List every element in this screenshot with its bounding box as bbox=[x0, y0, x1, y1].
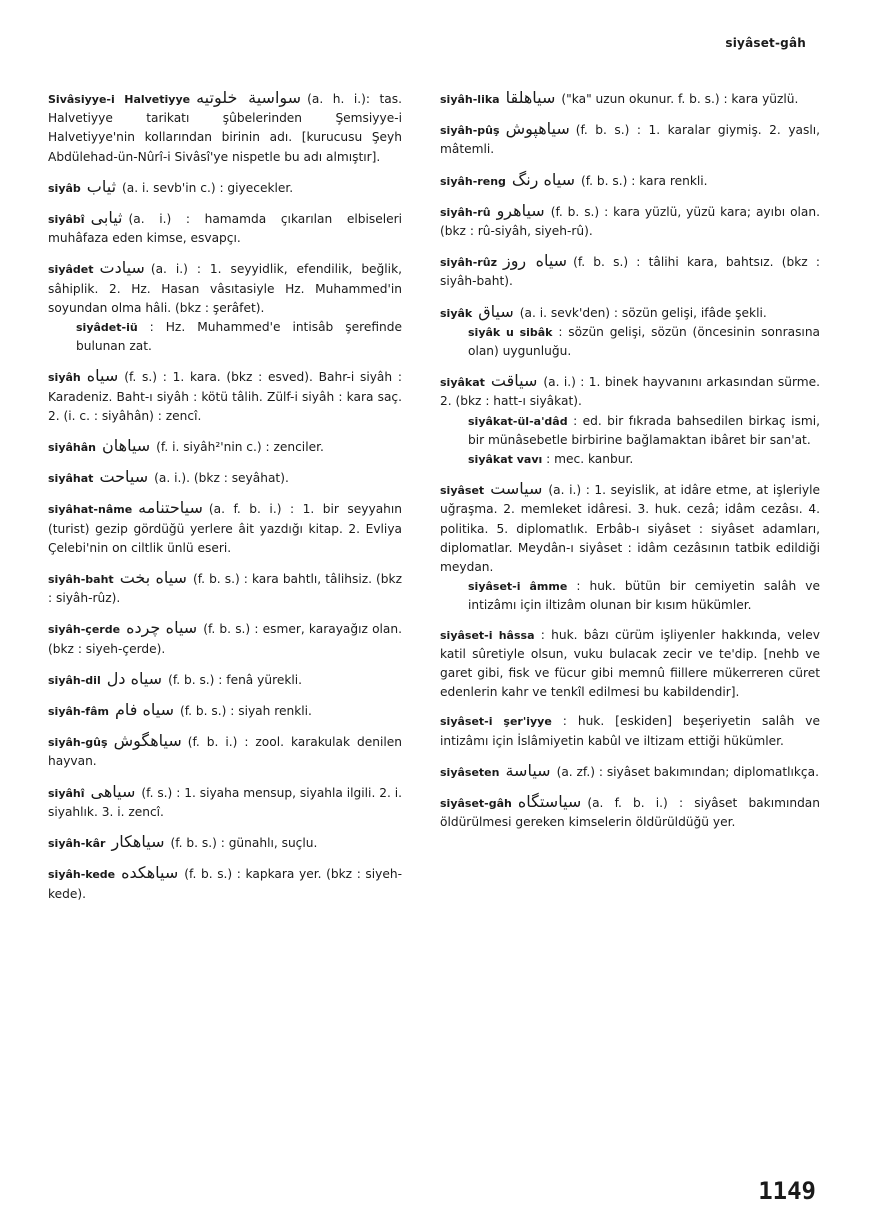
entry-definition: (f. b. s.) : 1. karalar giymiş. 2. yaslı, mâtemli. bbox=[440, 123, 820, 157]
entry-arabic-script: سياه فام bbox=[114, 700, 174, 720]
entry-headword: siyâh-rûz bbox=[440, 256, 497, 270]
entry-definition: (f. b. s.) : kara renkli. bbox=[580, 173, 708, 188]
entry-headword: siyâh-lika bbox=[440, 93, 500, 106]
dictionary-entry bbox=[440, 371, 820, 411]
entry-headword: siyâset-gâh bbox=[440, 797, 512, 811]
entry-headword: siyâh-gûş bbox=[48, 736, 108, 750]
entry-definition: (a. i.) : 1. seyyidlik, efendilik, beğlik, sâhiplik. 2. Hz. Hasan vâsıtasiyle Hz. Muhammed'in soyundan olma hâli. (bkz : şerâfet). bbox=[48, 262, 402, 315]
dictionary-entry bbox=[440, 479, 820, 577]
dictionary-entry bbox=[48, 832, 402, 853]
dictionary-entry bbox=[48, 467, 402, 488]
entry-definition: (f. b. s.) : tâlihi kara, bahtsız. (bkz : siyâh-baht). bbox=[440, 255, 820, 289]
dictionary-entry bbox=[440, 712, 820, 750]
entry-headword: siyâh-dil bbox=[48, 673, 101, 687]
entry-definition: ("ka" uzun okunur. f. b. s.) : kara yüzlü. bbox=[561, 92, 799, 106]
dictionary-entry bbox=[48, 700, 402, 721]
entry-headword: siyâh-çerde bbox=[48, 623, 121, 637]
entry-definition: (a. i.) : 1. binek hayvanını arkasından sürme. 2. (bkz : hatt-ı siyâkat). bbox=[440, 375, 820, 409]
entry-headword: siyâseten bbox=[440, 765, 500, 779]
entry-definition: (a. f. b. i.) : 1. bir seyyahın (turist) gezip gördüğü yerlere âit yazdığı kitap. 2. Evliya Çelebi'nin on ciltlik ünlü eseri. bbox=[48, 502, 402, 555]
dictionary-entry bbox=[440, 170, 820, 191]
entry-arabic-script: سياهگوش bbox=[113, 731, 182, 751]
entry-definition: : sözün gelişi, sözün (öncesinin sonrasına olan) uygunluğu. bbox=[468, 324, 821, 359]
dictionary-entry bbox=[440, 302, 820, 323]
dictionary-entry bbox=[48, 669, 402, 690]
dictionary-entry bbox=[440, 626, 820, 703]
entry-arabic-script: سواسية خلوتيه bbox=[196, 88, 302, 107]
dictionary-entry bbox=[440, 251, 820, 291]
dictionary-entry bbox=[48, 731, 402, 771]
entry-definition: : Hz. Muhammed'e intisâb şerefinde bulunan zat. bbox=[76, 320, 402, 354]
entry-arabic-script: سياه bbox=[86, 366, 119, 386]
entry-definition: (a. zf.) : siyâset bakımından; diplomatlıkça. bbox=[556, 764, 819, 779]
dictionary-entry bbox=[48, 618, 402, 658]
entry-definition: (f. b. s.) : esmer, karayağız olan. (bkz : siyeh-çerde). bbox=[48, 622, 402, 656]
entry-definition: (f. b. s.) : kara yüzlü, yüzü kara; ayıbı olan. (bkz : rû-siyâh, siyeh-rû). bbox=[440, 204, 820, 239]
entry-headword: siyâset-i şer'iyye bbox=[440, 715, 552, 729]
entry-arabic-script: سياه بخت bbox=[119, 568, 187, 588]
entry-headword: siyâhat-nâme bbox=[48, 503, 133, 517]
dictionary-entry bbox=[440, 450, 820, 469]
entry-definition: : mec. kanbur. bbox=[546, 452, 634, 467]
entry-headword: siyâh-fâm bbox=[48, 705, 109, 719]
entry-definition: (f. b. s.) : kapkara yer. (bkz : siyeh-kede). bbox=[48, 867, 402, 901]
entry-headword: siyâhat bbox=[48, 472, 94, 486]
entry-arabic-script: سياحتنامه bbox=[138, 498, 203, 518]
entry-arabic-script: سياهپوش bbox=[505, 119, 570, 139]
entry-headword: siyâkat-ül-a'dâd bbox=[468, 414, 568, 428]
dictionary-entry bbox=[440, 792, 820, 832]
entry-headword: siyâh-pûş bbox=[440, 124, 500, 138]
entry-headword: siyâh bbox=[48, 371, 81, 385]
entry-arabic-script: سياه چرده bbox=[126, 618, 198, 638]
dictionary-entry bbox=[48, 568, 402, 608]
dictionary-entry bbox=[48, 318, 402, 356]
entry-headword: siyâset-i âmme bbox=[468, 580, 568, 594]
dictionary-entry bbox=[48, 88, 402, 167]
dictionary-entry bbox=[48, 208, 402, 248]
entry-headword: Sivâsiyye-i Halvetiyye bbox=[48, 93, 191, 106]
entry-definition: (f. b. i.) : zool. karakulak denilen hayvan. bbox=[48, 735, 402, 769]
entry-arabic-script: سياقت bbox=[490, 371, 538, 391]
page-number: 1149 bbox=[758, 1177, 816, 1205]
entry-headword: siyâbî bbox=[48, 213, 85, 227]
dictionary-entry bbox=[48, 782, 402, 822]
dictionary-entry bbox=[440, 323, 820, 361]
dictionary-entry bbox=[440, 577, 820, 615]
dictionary-entry bbox=[440, 88, 820, 109]
entry-headword: siyâhî bbox=[48, 786, 85, 800]
entry-arabic-script: سياه روز bbox=[502, 251, 568, 271]
dictionary-entry bbox=[48, 436, 402, 457]
entry-arabic-script: سياهكده bbox=[121, 863, 179, 883]
entry-arabic-script: سياهى bbox=[90, 781, 136, 801]
entry-arabic-script: سياهرو bbox=[496, 200, 545, 220]
entry-headword: siyâh-kede bbox=[48, 868, 116, 882]
dictionary-entry bbox=[48, 498, 402, 558]
entry-definition: (a. f. b. i.) : siyâset bakımından öldürülmesi gereken kimselerin öldürüldüğü yer. bbox=[440, 796, 820, 830]
entry-definition: (a. h. i.): tas. Halvetiyye tarikatı şûbelerinden Şemsiyye-i Halvetiyye'nin kollarından birinin adı. [kurucusu Şeyh Abdülehad-ün-Nûrî-i Sivâsî'ye nispetle bu adı almıştır]. bbox=[48, 92, 402, 164]
entry-arabic-script: سياق bbox=[478, 301, 514, 321]
dictionary-entry bbox=[48, 258, 402, 318]
entry-definition: (f. s.) : 1. siyaha mensup, siyahla ilgili. 2. i. siyahlık. 3. i. zencî. bbox=[48, 785, 402, 819]
entry-headword: siyâh-rû bbox=[440, 205, 491, 219]
entry-arabic-script: سياه رنگ bbox=[511, 169, 575, 189]
entry-arabic-script: سياهان bbox=[102, 436, 151, 456]
entry-arabic-script: سياهكار bbox=[111, 832, 165, 852]
left-column bbox=[48, 88, 402, 914]
entry-headword: siyâh-kâr bbox=[48, 837, 106, 851]
dictionary-entry bbox=[48, 863, 402, 903]
entry-arabic-script: ثيابى bbox=[90, 208, 123, 228]
entry-arabic-script: ثياب bbox=[86, 176, 117, 196]
entry-definition: : huk. bâzı cürüm işliyenler hakkında, velev katil sûretiyle olsun, vuku bulacak zecir ve te'dip. [nehb ve garet gibi, fisk ve fücur gibi memnû fiillere mükerreren cüret edenlerin kahr ve tenkîl edilmesi bu kabildendir]. bbox=[440, 627, 820, 700]
entry-definition: (a. i.) : 1. seyislik, at idâre etme, at işleriyle uğraşma. 2. memleket idâresi. 3. huk. cezâ; idâm cezâsı. 4. politika. 5. diplomatlık. Erbâb-ı siyâset : siyâset adamları, diplomatlar. Meydân-ı siyâset : idâm cezâsının tatbik edildiği meydan. bbox=[440, 483, 820, 575]
entry-definition: : huk. [eskiden] beşeriyetin salâh ve intizâmı için İslâmiyetin kabûl ve iltizam ettiği hükümler. bbox=[440, 714, 821, 748]
entry-definition: (a. i. sevk'den) : sözün gelişi, ifâde şekli. bbox=[519, 305, 767, 320]
entry-arabic-script: سياستگاه bbox=[517, 792, 582, 812]
entry-headword: siyâhân bbox=[48, 441, 96, 455]
entry-arabic-script: سياست bbox=[490, 479, 543, 499]
dictionary-entry bbox=[440, 201, 820, 241]
entry-headword: siyâkat vavı bbox=[468, 453, 543, 467]
dictionary-entry bbox=[440, 761, 820, 782]
entry-definition: (a. i. sevb'in c.) : giyecekler. bbox=[122, 180, 294, 195]
entry-headword: siyâb bbox=[48, 181, 81, 195]
entry-definition: (a. i.) : hamamda çıkarılan elbiseleri muhâfaza eden kimse, esvapçı. bbox=[48, 212, 402, 246]
entry-arabic-script: سياحت bbox=[99, 467, 149, 487]
entry-headword: siyâdet bbox=[48, 263, 94, 277]
entry-headword: siyâk u sibâk bbox=[468, 325, 553, 339]
entry-definition: (f. b. s.) : siyah renkli. bbox=[180, 704, 312, 719]
entry-arabic-script: سياسة bbox=[505, 760, 551, 780]
running-head: siyâset-gâh bbox=[725, 36, 806, 50]
entry-headword: siyâk bbox=[440, 306, 473, 320]
entry-definition: (f. s.) : 1. kara. (bkz : esved). Bahr-i siyâh : Karadeniz. Baht-ı siyâh : kötü tâlih. Zülf-i siyâh : kara saç. 2. (i. c. : siyâhân) : zencî. bbox=[48, 370, 402, 423]
entry-arabic-script: سياه دل bbox=[106, 668, 163, 688]
entry-definition: (f. b. s.) : kara bahtlı, tâlihsiz. (bkz : siyâh-rûz). bbox=[48, 572, 402, 606]
dictionary-entry bbox=[440, 412, 820, 450]
entry-headword: siyâh-reng bbox=[440, 174, 506, 188]
entry-definition: (f. b. s.) : günahlı, suçlu. bbox=[170, 836, 318, 851]
entry-definition: : huk. bütün bir cemiyetin salâh ve intizâmı için iltizâm olunan bir kısım hükümler. bbox=[468, 579, 820, 613]
right-column bbox=[440, 88, 820, 843]
entry-arabic-script: سيادت bbox=[99, 258, 145, 278]
dictionary-entry bbox=[48, 177, 402, 198]
entry-headword: siyâh-baht bbox=[48, 573, 114, 587]
entry-headword: siyâdet-iü bbox=[76, 321, 138, 335]
dictionary-entry bbox=[440, 119, 820, 159]
entry-headword: siyâkat bbox=[440, 376, 485, 390]
entry-definition: (a. i.). (bkz : seyâhat). bbox=[154, 471, 289, 486]
entry-arabic-script: سياهلقا bbox=[505, 88, 556, 107]
entry-headword: siyâset-i hâssa bbox=[440, 628, 535, 642]
entry-headword: siyâset bbox=[440, 484, 485, 498]
entry-definition: (f. b. s.) : fenâ yürekli. bbox=[168, 672, 303, 687]
entry-definition: (f. i. siyâh²'nin c.) : zenciler. bbox=[156, 440, 324, 455]
entry-definition: : ed. bir fıkrada bahsedilen birkaç ismi, bir münâsebetle birbirine bağlamaktan ibâret bir san'at. bbox=[468, 413, 821, 447]
dictionary-entry bbox=[48, 366, 402, 426]
